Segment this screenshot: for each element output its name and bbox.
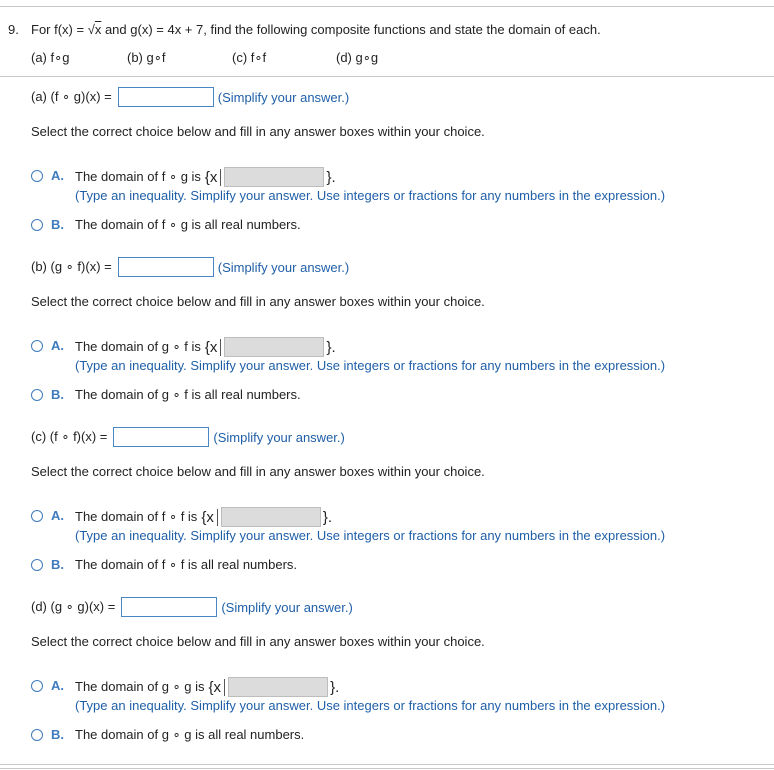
top-divider [0,6,774,7]
part-d-label: (d) g∘g [336,50,379,65]
radio-b[interactable] [31,389,43,401]
expression-row [31,596,353,618]
question-number: 9. [8,22,19,37]
expression-answer-input[interactable] [118,257,214,277]
set-bar [220,339,221,356]
set-bar [224,679,225,696]
radio-a[interactable] [31,170,43,182]
expression-answer-input[interactable] [118,87,214,107]
radio-a[interactable] [31,680,43,692]
choice-a[interactable] [31,678,665,713]
choice-b-text: The domain of f ∘ g is all real numbers. [75,217,301,232]
choice-a-text: The domain of g ∘ g is [75,679,205,694]
choice-b[interactable] [31,387,301,403]
choice-a-note: (Type an inequality. Simplify your answer. Use integers or fractions for any numbers in the expression.) [75,188,666,203]
choice-a-note: (Type an inequality. Simplify your answer. Use integers or fractions for any numbers in the expression.) [75,358,666,373]
bottom-divider-2 [0,768,774,769]
parts-list [31,50,451,68]
radio-b[interactable] [31,219,43,231]
domain-answer-input[interactable] [224,167,324,187]
choice-b-letter: B. [51,217,64,232]
choice-a-letter: A. [51,508,64,523]
part-a-label: (a) f∘g [31,50,70,65]
choice-a[interactable] [31,338,665,373]
choice-a-note: (Type an inequality. Simplify your answer. Use integers or fractions for any numbers in the expression.) [75,698,666,713]
part-b-label: (b) g∘f [127,50,166,65]
radio-a[interactable] [31,510,43,522]
simplify-hint: (Simplify your answer.) [213,429,345,445]
choice-a-letter: A. [51,168,64,183]
expression-label: (b) (g ∘ f)(x) = [31,259,112,274]
choice-a-note: (Type an inequality. Simplify your answer. Use integers or fractions for any numbers in the expression.) [75,528,666,543]
set-open: {x [208,678,222,696]
radio-a[interactable] [31,340,43,352]
choice-a-text: The domain of f ∘ g is [75,169,201,184]
radio-b[interactable] [31,729,43,741]
choice-b-text: The domain of g ∘ f is all real numbers. [75,387,301,402]
radio-b[interactable] [31,559,43,571]
radicand: x [94,22,102,37]
choice-b-letter: B. [51,557,64,572]
choice-b-text: The domain of g ∘ g is all real numbers. [75,727,305,742]
simplify-hint: (Simplify your answer.) [217,89,350,105]
expression-label: (d) (g ∘ g)(x) = [31,599,116,614]
expression-row [31,86,349,108]
set-open: {x [204,168,218,186]
choice-a[interactable] [31,508,665,543]
choice-a-text: The domain of f ∘ f is [75,509,198,524]
expression-label: (a) (f ∘ g)(x) = [31,89,112,104]
expression-answer-input[interactable] [121,597,217,617]
set-bar [220,169,221,186]
intro-post: and g(x) = 4x + 7, find the following composite functions and state the domain of each. [101,22,601,37]
set-open: {x [204,338,218,356]
choice-b-letter: B. [51,727,64,742]
choice-b-text: The domain of f ∘ f is all real numbers. [75,557,298,572]
choice-a-letter: A. [51,678,64,693]
choice-prompt: Select the correct choice below and fill in any answer boxes within your choice. [31,294,485,309]
part-c-label: (c) f∘f [232,50,267,65]
set-close: }. [326,168,336,186]
simplify-hint: (Simplify your answer.) [217,259,350,275]
set-close: }. [326,338,336,356]
choice-b-letter: B. [51,387,64,402]
choice-a[interactable] [31,168,665,203]
choice-b[interactable] [31,217,301,233]
expression-row [31,426,345,448]
expression-row [31,256,349,278]
choice-prompt: Select the correct choice below and fill in any answer boxes within your choice. [31,464,485,479]
domain-answer-input[interactable] [221,507,321,527]
intro-pre: For f(x) = [31,22,88,37]
expression-label: (c) (f ∘ f)(x) = [31,429,108,444]
domain-answer-input[interactable] [228,677,328,697]
domain-answer-input[interactable] [224,337,324,357]
set-close: }. [322,508,333,526]
choice-prompt: Select the correct choice below and fill in any answer boxes within your choice. [31,124,485,139]
question-divider [0,76,774,77]
choice-a-text: The domain of g ∘ f is [75,339,201,354]
set-bar [217,509,218,526]
bottom-divider [0,764,774,765]
choice-b[interactable] [31,727,304,743]
sqrt-sign: √ [87,22,95,37]
question-intro [31,22,601,37]
set-open: {x [201,508,214,526]
choice-a-letter: A. [51,338,64,353]
choice-b[interactable] [31,557,297,573]
choice-prompt: Select the correct choice below and fill in any answer boxes within your choice. [31,634,485,649]
expression-answer-input[interactable] [113,427,209,447]
set-close: }. [330,678,340,696]
simplify-hint: (Simplify your answer.) [221,599,353,615]
